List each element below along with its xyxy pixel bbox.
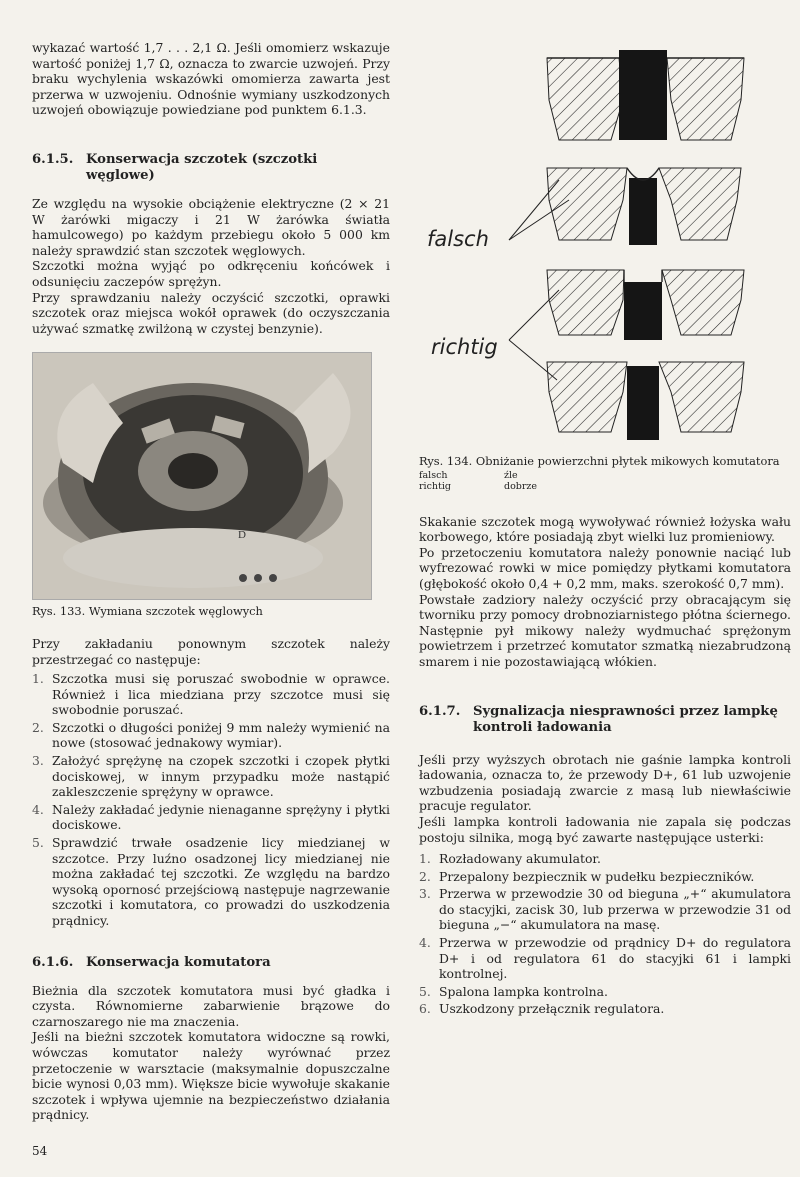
panel-2 (547, 168, 741, 245)
figure-134-caption: Rys. 134. Obniżanie powierzchni płytek mikowych komutatora (419, 454, 780, 468)
left-column (32, 40, 390, 1123)
section-6-1-5-heading (32, 152, 390, 184)
paragraph: Powstałe zadziory należy oczyścić przy obracającym się tworniku przy pomocy drobnoziarnistego płótna ściernego. Następnie pył mikowy należy wydmuchać sprężonym powietrzem i przetrzeć komutator szmatką niezabrudzoną smarem i nie pozostawiającą włókien. (419, 591, 791, 669)
paragraph: Skakanie szczotek mogą wywoływać również łożyska wału korbowego, które posiadają zbyt wielki luz promieniowy. (419, 513, 791, 545)
legend-pl: dobrze (504, 480, 538, 492)
page-number: 54 (32, 1144, 48, 1158)
list-item: 2. Szczotki o długości poniżej 9 mm należy wymienić na nowe (stosować jednakowy wymiar). (32, 719, 390, 751)
legend-de: richtig (419, 480, 451, 492)
list-item: 1. Szczotka musi się poruszać swobodnie w oprawce. Również i lica miedziana przy szczotce musi się swobodnie poruszać. (32, 671, 390, 718)
intro-paragraph: wykazać wartość 1,7 . . . 2,1 Ω. Jeśli omomierz wskazuje wartość poniżej 1,7 Ω, oznacza to zwarcie uzwojeń. Przy braku wychylenia wskazówki omomierza zawarta jest przerwa w uzwojeniu. Odnośnie wymiany uszkodzonych uzwojeń obowiązuje powiedziane pod punktem 6.1.3. (32, 40, 390, 118)
panel-3 (547, 270, 744, 340)
right-column (419, 0, 791, 1019)
section-title: Konserwacja komutatora (86, 954, 271, 970)
list-item: 2. Przepalony bezpiecznik w pudełku bezpieczników. (419, 868, 755, 884)
mica-undercut-diagram (419, 0, 791, 448)
list-item: 6. Uszkodzony przełącznik regulatora. (419, 1001, 665, 1017)
section-6-1-7-heading (419, 704, 791, 736)
fault-list (419, 851, 791, 1017)
list-item: 5. Spalona lampka kontrolna. (419, 983, 608, 999)
paragraph: Przy zakładaniu ponownym szczotek należy przestrzegać co następuje: (32, 635, 390, 667)
list-item: 4. Należy zakładać jedynie nienaganne sprężyny i płytki dociskowe. (32, 801, 390, 833)
figure-134 (419, 0, 791, 448)
section-number: 6.1.7. (419, 703, 461, 719)
paragraph: Ze względu na wysokie obciążenie elektryczne (2 × 21 W żarówki migaczy i 21 W żarówka światła hamulcowego) po każdym przebiegu około 5 000 km należy sprawdzić stan szczotek węglowych. (32, 195, 390, 258)
list-item: 3. Przerwa w przewodzie 30 od bieguna „+“ akumulatora do stacyjki, zacisk 30, lub przerwa w przewodzie 31 od bieguna „−“ akumulatora na masę. (419, 886, 791, 933)
section-title: Konserwacja szczotek (szczotki węglowe) (86, 151, 318, 183)
paragraph: Szczotki można wyjąć po odkręceniu końcówek i odsunięciu zaczepów sprężyn. (32, 258, 390, 289)
paragraph: Jeśli lampka kontroli ładowania nie zapala się podczas postoju silnika, mogą być zawarte następujące usterki: (419, 813, 791, 845)
section-title: Sygnalizacja niesprawności przez lampkę kontroli ładowania (473, 703, 778, 735)
section-number: 6.1.6. (32, 954, 74, 970)
figure-134-legend (419, 470, 791, 492)
paragraph: Jeśli przy wyższych obrotach nie gaśnie lampka kontroli ładowania, oznacza to, że przewody D+, 61 lub uzwojenie wzbudzenia posiadają zwarcie z masą lub niewłaściwie pracuje regulator. (419, 751, 791, 814)
paragraph: Jeśli na bieżni szczotek komutatora widoczne są rowki, wówczas komutator należy wyrównać przez przetoczenie w warsztacie (maksymalnie dopuszczalne bicie wynosi 0,03 mm). Większe bicie wywołuje skakanie szczotek i wpływa ujemnie na bezpieczeństwo działania prądnicy. (32, 1029, 390, 1123)
section-6-1-6-heading (32, 955, 390, 971)
installation-list (32, 671, 390, 929)
label-falsch: falsch (427, 227, 489, 251)
label-richtig: richtig (431, 335, 498, 359)
paragraph: Bieżnia dla szczotek komutatora musi być gładka i czysta. Równomierne zabarwienie brązowe do czarnoszarego nie ma znaczenia. (32, 982, 390, 1029)
list-item: 3. Założyć sprężynę na czopek szczotki i czopek płytki dociskowej, w innym przypadku może nastąpić zakleszczenie sprężyny w oprawce. (32, 753, 390, 800)
list-item: 5. Sprawdzić trwałe osadzenie licy miedzianej w szczotce. Przy luźno osadzonej licy miedzianej nie można zakładać tej szczotki. Ze względu na bardzo wysoką opornosć przejściową następuje nagrzewanie szczotki i komutatora, co prowadzi do uszkodzenia prądnicy. (32, 835, 390, 928)
panel-1 (547, 50, 744, 140)
legend-pl: źle (504, 469, 518, 481)
list-item: 4. Przerwa w przewodzie od prądnicy D+ do regulatora D+ i od regulatora 61 do stacyjki 61 i lampki kontrolnej. (419, 935, 791, 982)
figure-133-photo (32, 352, 372, 600)
paragraph: Przy sprawdzaniu należy oczyścić szczotki, oprawki szczotek oraz miejsca wokół oprawek (do oczyszczania używać szmatkę zwilżoną w czystej benzynie). (32, 289, 390, 336)
legend-de: falsch (419, 469, 448, 481)
figure-133-caption: Rys. 133. Wymiana szczotek węglowych (32, 604, 263, 619)
section-number: 6.1.5. (32, 151, 74, 167)
brush-holder-illustration (33, 353, 371, 599)
panel-4 (547, 362, 744, 440)
svg-text:D: D (238, 529, 246, 542)
paragraph: Po przetoczeniu komutatora należy ponownie naciąć lub wyfrezować rowki w mice pomiędzy płytkami komutatora (głębokość około 0,4 + 0,2 mm, maks. szerokość 0,7 mm). (419, 544, 791, 591)
list-item: 1. Rozładowany akumulator. (419, 851, 601, 867)
